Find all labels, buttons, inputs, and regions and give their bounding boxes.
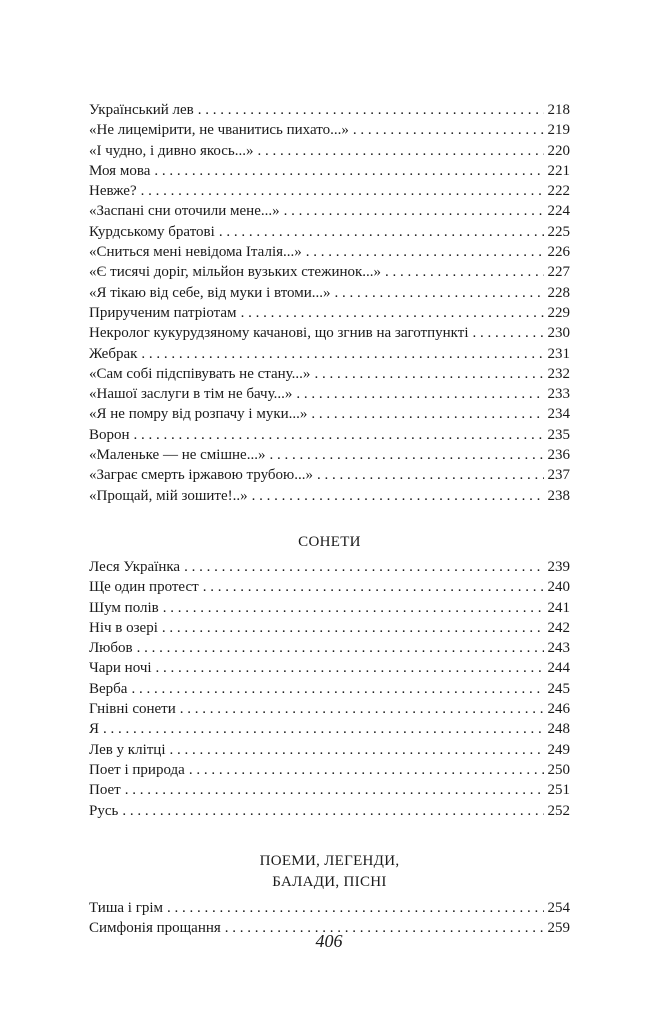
- dot-leader: [198, 100, 544, 120]
- toc-entry: [89, 161, 570, 181]
- toc-entry-page: 244: [547, 660, 570, 677]
- toc-entry: [89, 699, 570, 719]
- toc-entry: [89, 486, 570, 506]
- toc-entry: [89, 262, 570, 282]
- toc-entry-title: Поет: [89, 782, 121, 799]
- toc-entry: [89, 120, 570, 140]
- toc-entry: [89, 557, 570, 577]
- toc-entry-page: 221: [547, 162, 570, 179]
- dot-leader: [189, 760, 544, 780]
- toc-entry-page: 225: [547, 223, 570, 240]
- toc-entry-page: 224: [547, 203, 570, 220]
- toc-entry-title: «І чудно, і дивно якось...»: [89, 142, 254, 159]
- toc-entry-page: 243: [547, 640, 570, 657]
- toc-entry-title: Невже?: [89, 183, 137, 200]
- dot-leader: [131, 679, 543, 699]
- toc-entry-title: Любов: [89, 640, 133, 657]
- toc-entry-title: Курдському братові: [89, 223, 215, 240]
- dot-leader: [156, 658, 544, 678]
- toc-entry-page: 219: [547, 122, 570, 139]
- dot-leader: [385, 262, 543, 282]
- toc-entry-title: «Є тисячі доріг, мільйон вузьких стежинок...»: [89, 264, 382, 281]
- toc-entry-title: «Нашої заслуги в тім не бачу...»: [89, 386, 293, 403]
- toc-entry-page: 235: [547, 426, 570, 443]
- section-heading-sonnets: СОНЕТИ: [298, 533, 361, 550]
- toc-entry-page: 240: [547, 579, 570, 596]
- toc-entry-page: 250: [547, 761, 570, 778]
- toc-entry-title: Тиша і грім: [89, 899, 164, 916]
- toc-entry-page: 245: [547, 680, 570, 697]
- toc-entry-page: 259: [547, 920, 570, 937]
- section-heading-line: БАЛАДИ, ПІСНІ: [272, 873, 387, 890]
- toc-entry-page: 251: [547, 782, 570, 799]
- dot-leader: [141, 181, 544, 201]
- toc-entry-page: 242: [547, 619, 570, 636]
- toc-entry-title: Верба: [89, 680, 128, 697]
- toc-entry-title: Моя мова: [89, 162, 151, 179]
- toc-entry: [89, 384, 570, 404]
- toc-entry-title: Український лев: [89, 102, 194, 118]
- toc-entry-page: 238: [547, 487, 570, 504]
- toc-entry-title: Жебрак: [89, 345, 138, 362]
- toc-entry-page: 236: [547, 447, 570, 464]
- toc-entry: [89, 679, 570, 699]
- dot-leader: [472, 323, 543, 343]
- toc-entry: [89, 404, 570, 424]
- toc-entry: [89, 323, 570, 343]
- toc-entry-title: Шум полів: [89, 599, 159, 616]
- toc-entry: [89, 283, 570, 303]
- toc-entry-title: Ворон: [89, 426, 130, 443]
- toc-entry: [89, 242, 570, 262]
- dot-leader: [252, 486, 544, 506]
- toc-entry-title: Леся Українка: [89, 558, 181, 575]
- toc-entry-page: 248: [547, 721, 570, 738]
- toc-entry-title: Прирученим патріотам: [89, 304, 237, 321]
- toc-entry-title: «Заспані сни оточили мене...»: [89, 203, 280, 220]
- dot-leader: [311, 404, 543, 424]
- toc-entry-page: 220: [547, 142, 570, 159]
- dot-leader: [184, 557, 543, 577]
- toc-entry-page: 232: [547, 365, 570, 382]
- dot-leader: [154, 161, 543, 181]
- toc-group-sonnets: [89, 557, 570, 821]
- toc-entry: [89, 181, 570, 201]
- dot-leader: [241, 303, 544, 323]
- toc-entry-title: Некролог кукурудзяному качанові, що згнив на заготпункті: [89, 325, 469, 342]
- dot-leader: [203, 577, 544, 597]
- dot-leader: [296, 384, 543, 404]
- table-of-contents: [89, 100, 570, 938]
- toc-entry: [89, 141, 570, 161]
- toc-entry: [89, 201, 570, 221]
- toc-entry-title: Русь: [89, 802, 119, 819]
- toc-entry-title: «Я не помру від розпачу і муки...»: [89, 406, 308, 423]
- toc-entry: [89, 577, 570, 597]
- toc-entry: [89, 222, 570, 242]
- toc-entry-title: Симфонія прощання: [89, 920, 221, 937]
- dot-leader: [134, 425, 544, 445]
- dot-leader: [314, 364, 543, 384]
- toc-entry: [89, 100, 570, 120]
- dot-leader: [122, 801, 543, 821]
- toc-entry: [89, 898, 570, 918]
- toc-entry-title: «Я тікаю від себе, від муки і втоми...»: [89, 284, 331, 301]
- toc-group-poems: [89, 100, 570, 506]
- toc-entry: [89, 598, 570, 618]
- dot-leader: [125, 780, 544, 800]
- toc-entry-page: 229: [547, 304, 570, 321]
- toc-entry-page: 252: [547, 802, 570, 819]
- toc-entry: [89, 801, 570, 821]
- dot-leader: [141, 344, 543, 364]
- toc-entry-title: Чари ночі: [89, 660, 152, 677]
- toc-entry-page: 237: [547, 467, 570, 484]
- dot-leader: [103, 719, 543, 739]
- dot-leader: [269, 445, 543, 465]
- dot-leader: [258, 141, 544, 161]
- toc-entry: [89, 465, 570, 485]
- toc-entry-page: 231: [547, 345, 570, 362]
- toc-entry-title: Я: [89, 721, 100, 738]
- toc-entry-title: Ніч в озері: [89, 619, 158, 636]
- dot-leader: [335, 283, 544, 303]
- toc-entry: [89, 760, 570, 780]
- toc-entry-page: 233: [547, 386, 570, 403]
- dot-leader: [163, 598, 544, 618]
- toc-entry-page: 230: [547, 325, 570, 342]
- dot-leader: [137, 638, 544, 658]
- dot-leader: [162, 618, 544, 638]
- toc-entry-title: «Сниться мені невідома Італія...»: [89, 244, 302, 261]
- toc-entry-page: 218: [547, 102, 570, 118]
- toc-entry-page: 226: [547, 244, 570, 261]
- toc-entry: [89, 303, 570, 323]
- toc-entry-title: Поет і природа: [89, 761, 185, 778]
- dot-leader: [284, 201, 544, 221]
- toc-entry-title: Лев у клітці: [89, 741, 166, 758]
- page-number: 406: [315, 931, 343, 951]
- toc-entry: [89, 740, 570, 760]
- section-heading-poems-legends: [89, 851, 570, 893]
- dot-leader: [353, 120, 544, 140]
- toc-entry-title: «Не лицемірити, не чванитись пихато...»: [89, 122, 349, 139]
- toc-entry: [89, 425, 570, 445]
- dot-leader: [317, 465, 544, 485]
- toc-entry-page: 234: [547, 406, 570, 423]
- toc-entry-title: Ще один протест: [89, 579, 199, 596]
- toc-entry-title: «Сам собі підспівувать не стану...»: [89, 365, 311, 382]
- toc-entry-page: 254: [547, 899, 570, 916]
- toc-entry-page: 249: [547, 741, 570, 758]
- toc-entry-page: 241: [547, 599, 570, 616]
- dot-leader: [306, 242, 544, 262]
- toc-entry-title: «Маленьке — не смішне...»: [89, 447, 266, 464]
- section-heading-line: ПОЕМИ, ЛЕГЕНДИ,: [259, 852, 400, 869]
- dot-leader: [219, 222, 544, 242]
- toc-entry: [89, 638, 570, 658]
- toc-entry: [89, 618, 570, 638]
- toc-entry-title: «Заграє смерть іржавою трубою...»: [89, 467, 313, 484]
- toc-entry: [89, 719, 570, 739]
- toc-entry-page: 246: [547, 701, 570, 718]
- toc-entry: [89, 445, 570, 465]
- toc-entry-page: 227: [547, 264, 570, 281]
- toc-entry-title: «Прощай, мій зошите!..»: [89, 487, 248, 504]
- dot-leader: [167, 898, 543, 918]
- dot-leader: [180, 699, 544, 719]
- toc-entry: [89, 658, 570, 678]
- dot-leader: [170, 740, 544, 760]
- toc-entry: [89, 780, 570, 800]
- toc-entry-title: Гнівні сонети: [89, 701, 176, 718]
- toc-entry-page: 222: [547, 183, 570, 200]
- toc-entry-page: 228: [547, 284, 570, 301]
- toc-entry: [89, 364, 570, 384]
- toc-entry-page: 239: [547, 558, 570, 575]
- toc-entry: [89, 344, 570, 364]
